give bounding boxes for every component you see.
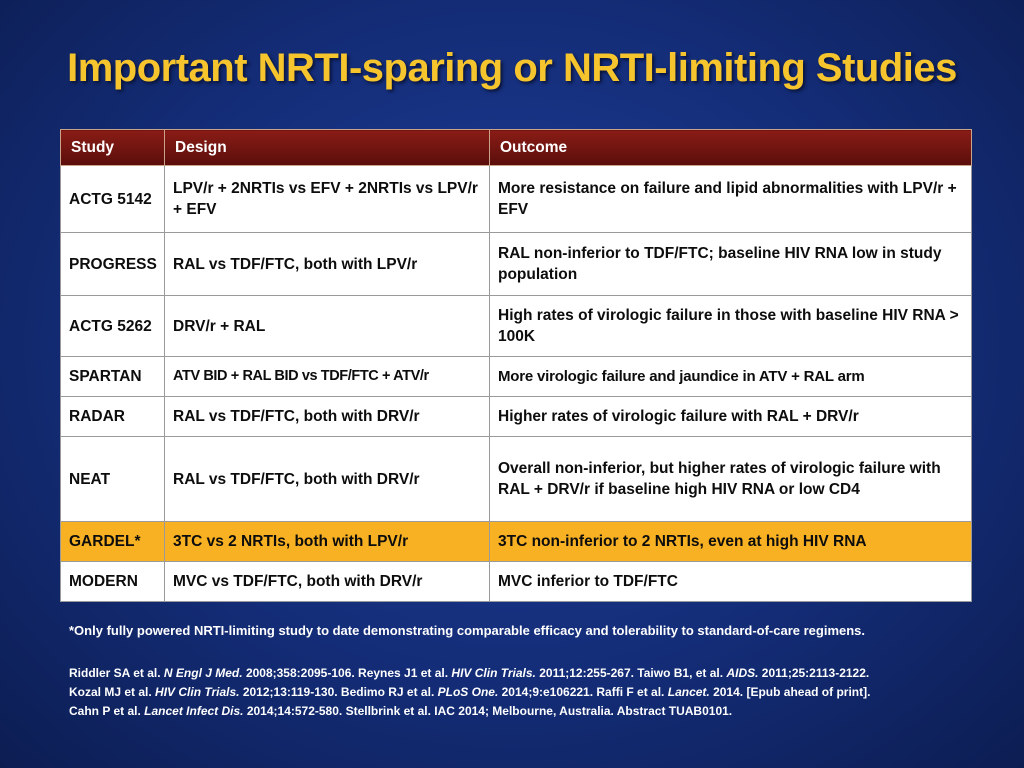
cell-outcome: RAL non-inferior to TDF/FTC; baseline HIV RNA low in study population [490,233,972,296]
cell-design: MVC vs TDF/FTC, both with DRV/r [165,562,490,602]
cell-outcome: More virologic failure and jaundice in ATV + RAL arm [490,357,972,397]
ref-journal: Lancet. [667,685,710,699]
ref-journal: Lancet Infect Dis. [144,704,244,718]
cell-outcome: High rates of virologic failure in those with baseline HIV RNA > 100K [490,296,972,357]
cell-design: DRV/r + RAL [165,296,490,357]
cell-outcome: Overall non-inferior, but higher rates of virologic failure with RAL + DRV/r if baseline high HIV RNA or low CD4 [490,437,972,522]
references [69,664,999,721]
cell-study: RADAR [61,397,165,437]
cell-design: RAL vs TDF/FTC, both with LPV/r [165,233,490,296]
cell-design: RAL vs TDF/FTC, both with DRV/r [165,437,490,522]
ref-journal: HIV Clin Trials. [451,666,536,680]
header-study: Study [61,130,165,166]
ref-text: Kozal MJ et al. [69,685,156,699]
cell-study: SPARTAN [61,357,165,397]
cell-outcome: MVC inferior to TDF/FTC [490,562,972,602]
ref-journal: HIV Clin Trials. [155,685,240,699]
cell-study: MODERN [61,562,165,602]
table-row [61,233,972,296]
ref-text: 2014;9:e106221. Raffi F et al. [498,685,668,699]
footnote: *Only fully powered NRTI-limiting study to date demonstrating comparable efficacy and tolerability to standard-of-care regimens. [69,623,866,638]
cell-study: GARDEL* [61,522,165,562]
slide-title: Important NRTI-sparing or NRTI-limiting Studies [67,46,957,90]
cell-design: 3TC vs 2 NRTIs, both with LPV/r [165,522,490,562]
ref-journal: N Engl J Med. [163,666,243,680]
ref-text: 2011;25:2113-2122. [758,666,870,680]
table-row [61,437,972,522]
cell-outcome: More resistance on failure and lipid abnormalities with LPV/r + EFV [490,166,972,233]
table-row [61,397,972,437]
cell-study: NEAT [61,437,165,522]
table-row-highlighted [61,522,972,562]
header-outcome: Outcome [490,130,972,166]
ref-text: 2014. [Epub ahead of print]. [709,685,871,699]
ref-journal: PLoS One. [437,685,499,699]
cell-study: ACTG 5142 [61,166,165,233]
cell-design: LPV/r + 2NRTIs vs EFV + 2NRTIs vs LPV/r + EFV [165,166,490,233]
ref-text: 2011;12:255-267. Taiwo B1, et al. [535,666,727,680]
table-row [61,166,972,233]
ref-text: 2014;14:572-580. Stellbrink et al. IAC 2014; Melbourne, Australia. Abstract TUAB0101. [243,704,733,718]
ref-text: Cahn P et al. [69,704,145,718]
table-row [61,296,972,357]
ref-text: Riddler SA et al. [69,666,164,680]
cell-design: ATV BID + RAL BID vs TDF/FTC + ATV/r [165,357,490,397]
ref-text: 2012;13:119-130. Bedimo RJ et al. [239,685,438,699]
cell-design: RAL vs TDF/FTC, both with DRV/r [165,397,490,437]
cell-outcome: Higher rates of virologic failure with RAL + DRV/r [490,397,972,437]
ref-text: 2008;358:2095-106. Reynes J1 et al. [242,666,452,680]
ref-journal: AIDS. [726,666,759,680]
table-header-row [61,130,972,166]
cell-outcome: 3TC non-inferior to 2 NRTIs, even at high HIV RNA [490,522,972,562]
table-row [61,357,972,397]
cell-study: PROGRESS [61,233,165,296]
cell-study: ACTG 5262 [61,296,165,357]
table-row [61,562,972,602]
header-design: Design [165,130,490,166]
studies-table [60,129,972,602]
